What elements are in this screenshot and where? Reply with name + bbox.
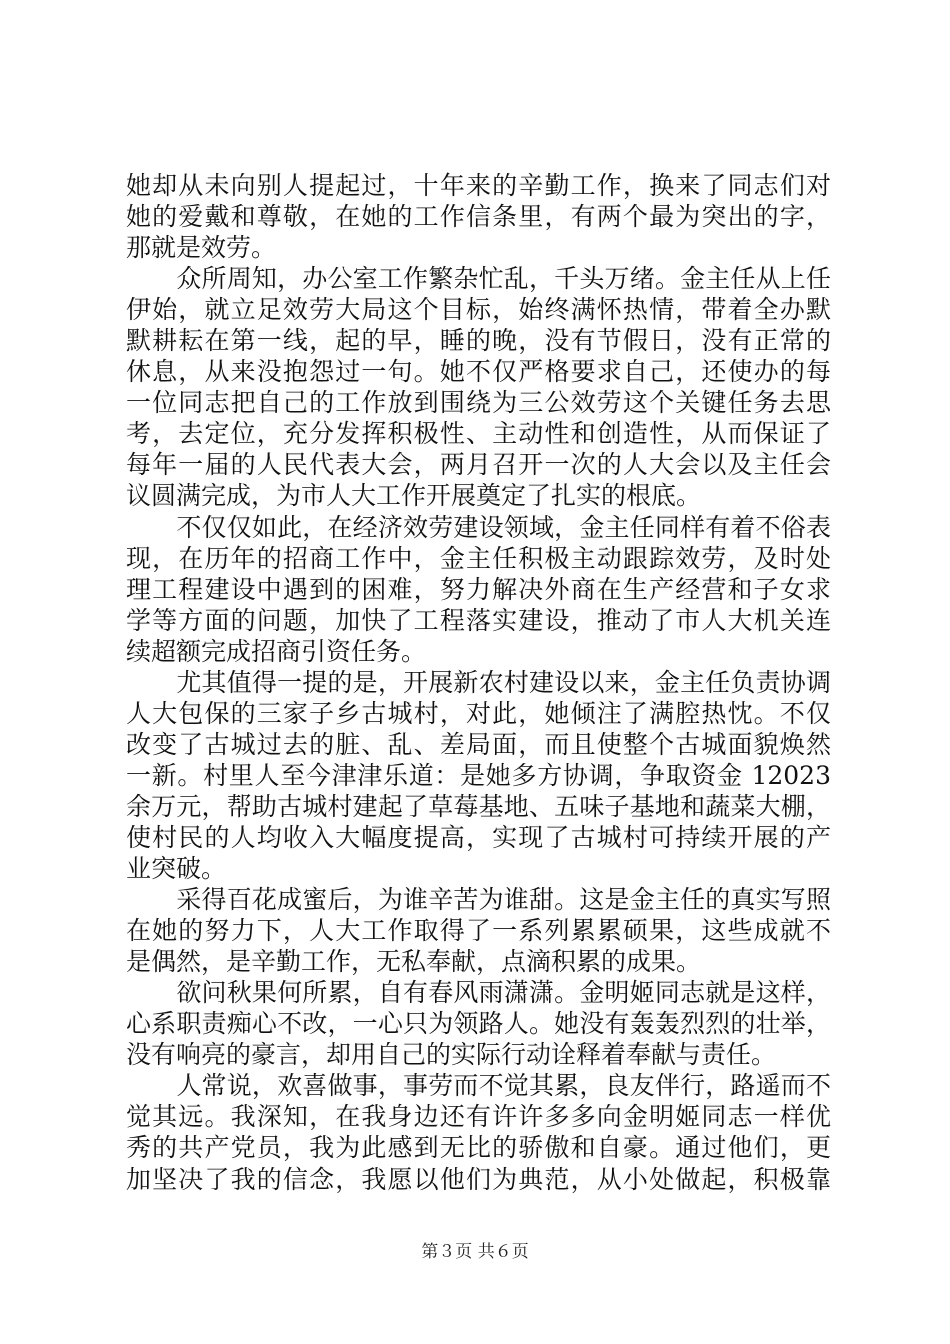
text-line: 默耕耘在第一线，起的早，睡的晚，没有节假日，没有正常的 [126,326,831,356]
text-line: 伊始，就立足效劳大局这个目标，始终满怀热情，带着全办默 [126,295,831,325]
text-line: 不仅仅如此，在经济效劳建设领域，金主任同样有着不俗表 [126,512,831,542]
text-line: 每年一届的人民代表大会，两月召开一次的人大会以及主任会 [126,450,831,480]
text-line: 在她的努力下，人大工作取得了一系列累累硕果，这些成就不 [126,916,831,946]
text-line: 一位同志把自己的工作放到围绕为三公效劳这个关键任务去思 [126,388,831,418]
text-line: 众所周知，办公室工作繁杂忙乱，千头万绪。金主任从上任 [126,264,831,294]
text-line: 业突破。 [126,854,227,884]
text-line: 休息，从来没抱怨过一句。她不仅严格要求自己，还使办的每 [126,357,831,387]
text-line: 心系职责痴心不改，一心只为领路人。她没有轰轰烈烈的壮举， [126,1009,831,1039]
text-line: 理工程建设中遇到的困难，努力解决外商在生产经营和子女求 [126,574,831,604]
text-line: 秀的共产党员，我为此感到无比的骄傲和自豪。通过他们，更 [126,1133,831,1163]
text-line: 余万元，帮助古城村建起了草莓基地、五味子基地和蔬菜大棚， [126,791,831,821]
text-line: 人常说，欢喜做事，事劳而不觉其累，良友伴行，路遥而不 [126,1071,831,1101]
text-line: 她的爱戴和尊敬，在她的工作信条里，有两个最为突出的字， [126,202,831,232]
text-line: 使村民的人均收入大幅度提高，实现了古城村可持续开展的产 [126,822,831,852]
text-line: 学等方面的问题，加快了工程落实建设，推动了市人大机关连 [126,605,831,635]
text-line: 考，去定位，充分发挥积极性、主动性和创造性，从而保证了 [126,419,831,449]
text-line: 她却从未向别人提起过，十年来的辛勤工作，换来了同志们对 [126,171,831,200]
body-text [126,170,831,1195]
text-line: 加坚决了我的信念，我愿以他们为典范，从小处做起，积极靠 [126,1164,831,1194]
text-line: 人大包保的三家子乡古城村，对此，她倾注了满腔热忱。不仅 [126,698,831,728]
text-line: 是偶然，是辛勤工作，无私奉献，点滴积累的成果。 [126,947,702,977]
text-line: 那就是效劳。 [126,233,277,263]
text-line: 觉其远。我深知，在我身边还有许许多多向金明姬同志一样优 [126,1102,831,1132]
text-line: 议圆满完成，为市人大工作开展奠定了扎实的根底。 [126,481,702,511]
text-line: 现，在历年的招商工作中，金主任积极主动跟踪效劳，及时处 [126,543,831,573]
text-line: 采得百花成蜜后，为谁辛苦为谁甜。这是金主任的真实写照 [126,885,831,915]
text-line: 续超额完成招商引资任务。 [126,636,427,666]
text-line: 改变了古城过去的脏、乱、差局面，而且使整个古城面貌焕然 [126,729,831,759]
text-line: 一新。村里人至今津津乐道：是她多方协调，争取资金 12023 [126,760,831,790]
text-line: 欲问秋果何所累，自有春风雨潇潇。金明姬同志就是这样， [126,978,831,1008]
text-line: 没有响亮的豪言，却用自己的实际行动诠释着奉献与责任。 [126,1040,777,1070]
page-footer: 第３页 共６页 [421,1242,529,1262]
text-line: 尤其值得一提的是，开展新农村建设以来，金主任负责协调 [126,667,831,697]
